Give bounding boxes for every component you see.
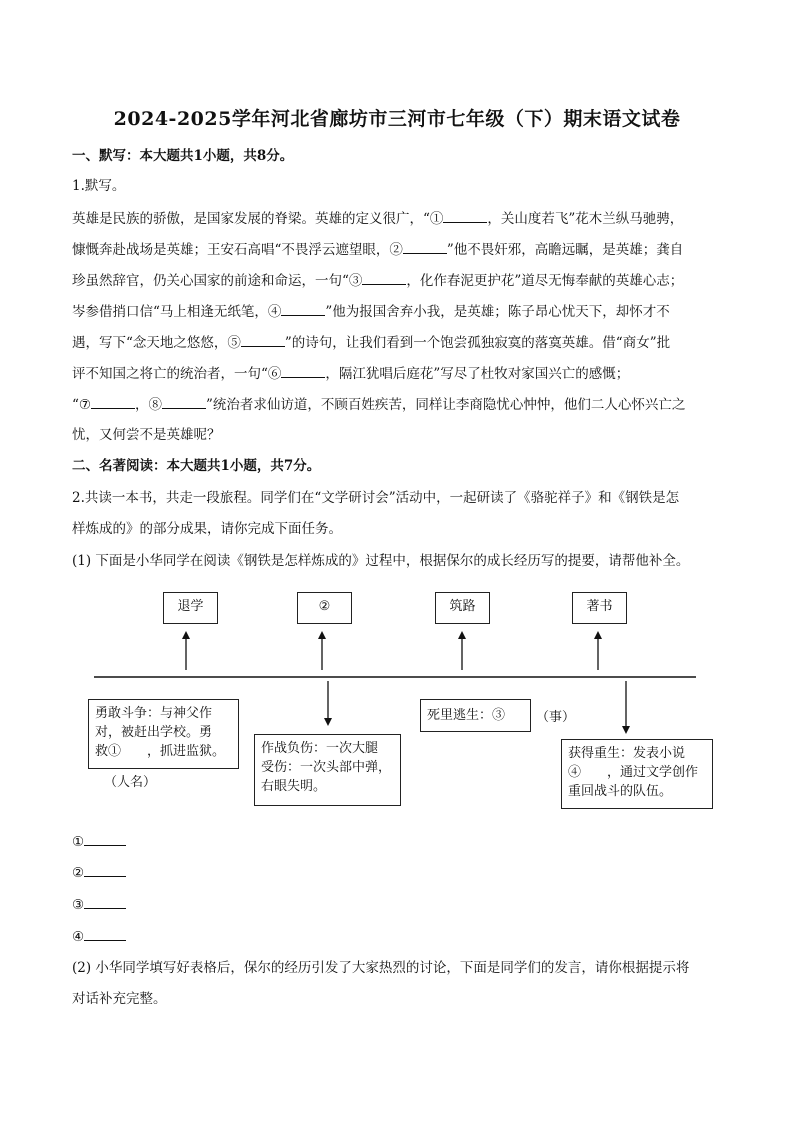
note-person-name: （人名）	[104, 775, 157, 790]
q2-line-1: 2.共读一本书，共走一段旅程。同学们在“文学研讨会”活动中，一起研读了《骆驼祥子》和《钢铁是怎	[72, 490, 680, 506]
answer-4	[72, 926, 126, 947]
text: 珍虽然辞官，仍关心国家的前途和命运，一句“③	[72, 273, 363, 289]
answer-label: ①	[72, 834, 85, 850]
exam-title: 2024-2025学年河北省廊坊市三河市七年级（下）期末语文试卷	[113, 108, 681, 130]
section1-heading: 一、默写：本大题共1小题，共8分。	[72, 148, 294, 164]
answer-blank-4[interactable]	[84, 926, 126, 941]
text: ，关山度若飞”花木兰纵马驰骋，	[487, 211, 684, 227]
section2-heading: 二、名著阅读：本大题共1小题，共7分。	[72, 458, 321, 474]
text: 岑参借捎口信“马上相逢无纸笔，④	[72, 304, 282, 320]
text: ，隔江犹唱后庭花”写尽了杜牧对家国兴亡的感慨；	[325, 366, 630, 382]
note-event: （事）	[536, 710, 576, 725]
answer-blank-1[interactable]	[84, 831, 126, 846]
box-line: 对，被赶出学校。勇	[95, 725, 213, 740]
box-line: ④ ，通过文学创作	[568, 765, 699, 780]
answer-1	[72, 831, 126, 852]
box-line: 作战负伤：一次大腿	[261, 741, 379, 756]
box-line: 救① ，抓进监狱。	[95, 744, 226, 759]
top-box-1: 退学	[163, 592, 218, 624]
answer-label: ③	[72, 897, 85, 913]
q1-label: 1.默写。	[72, 178, 126, 194]
text: “⑦	[72, 397, 92, 413]
q2-sub2-line-2: 对话补充完整。	[72, 991, 167, 1007]
answer-blank-3[interactable]	[84, 894, 126, 909]
top-box-2: ②	[297, 592, 352, 624]
text: 忧，又何尝不是英雄呢？	[72, 427, 221, 443]
box-line: 勇敢斗争：与神父作	[95, 706, 213, 721]
box-rebirth	[561, 739, 713, 809]
text: 评不知国之将亡的统治者，一句“⑥	[72, 366, 282, 382]
text: 慷慨奔赴战场是英雄；王安石高唱“不畏浮云遮望眼，②	[72, 242, 403, 258]
answer-3	[72, 894, 126, 915]
box-struggle	[88, 699, 239, 769]
text: ”他为报国舍弃小我，是英雄；陈子昂心忧天下，却怀才不	[325, 304, 670, 320]
text: ”他不畏奸邪，高瞻远瞩，是英雄；龚自	[446, 242, 684, 258]
answer-2	[72, 862, 126, 883]
box-escape: 死里逃生：③	[420, 699, 531, 732]
text: ，⑧	[135, 397, 163, 413]
top-box-3: 筑路	[435, 592, 490, 624]
q2-line-2: 样炼成的》的部分成果，请你完成下面任务。	[72, 521, 342, 537]
box-line: 重回战斗的队伍。	[568, 784, 673, 799]
text: ，化作春泥更护花”道尽无悔奉献的英雄心志；	[406, 273, 684, 289]
text: ”统治者求仙访道，不顾百姓疾苦，同样让李商隐忧心忡忡，他们二人心怀兴亡之	[206, 397, 686, 413]
top-box-4: 著书	[572, 592, 627, 624]
box-line: 获得重生：发表小说	[568, 746, 686, 761]
text: 遇，写下“念天地之悠悠，⑤	[72, 335, 241, 351]
box-line: 受伤：一次头部中弹，	[261, 760, 392, 775]
answer-label: ②	[72, 865, 85, 881]
box-wounded	[254, 734, 401, 806]
answer-blank-2[interactable]	[84, 862, 126, 877]
text: 英雄是民族的骄傲，是国家发展的脊梁。英雄的定义很广，“①	[72, 211, 444, 227]
q2-sub1: (1) 下面是小华同学在阅读《钢铁是怎样炼成的》过程中，根据保尔的成长经历写的提要，请帮他补全。	[72, 553, 690, 569]
answer-label: ④	[72, 929, 85, 945]
text: ”的诗句，让我们看到一个饱尝孤独寂寞的落寞英雄。借“商女”批	[284, 335, 671, 351]
q2-sub2-line-1: (2) 小华同学填写好表格后，保尔的经历引发了大家热烈的讨论，下面是同学们的发言，请你根据提示将	[72, 960, 690, 976]
box-line: 右眼失明。	[261, 779, 327, 794]
